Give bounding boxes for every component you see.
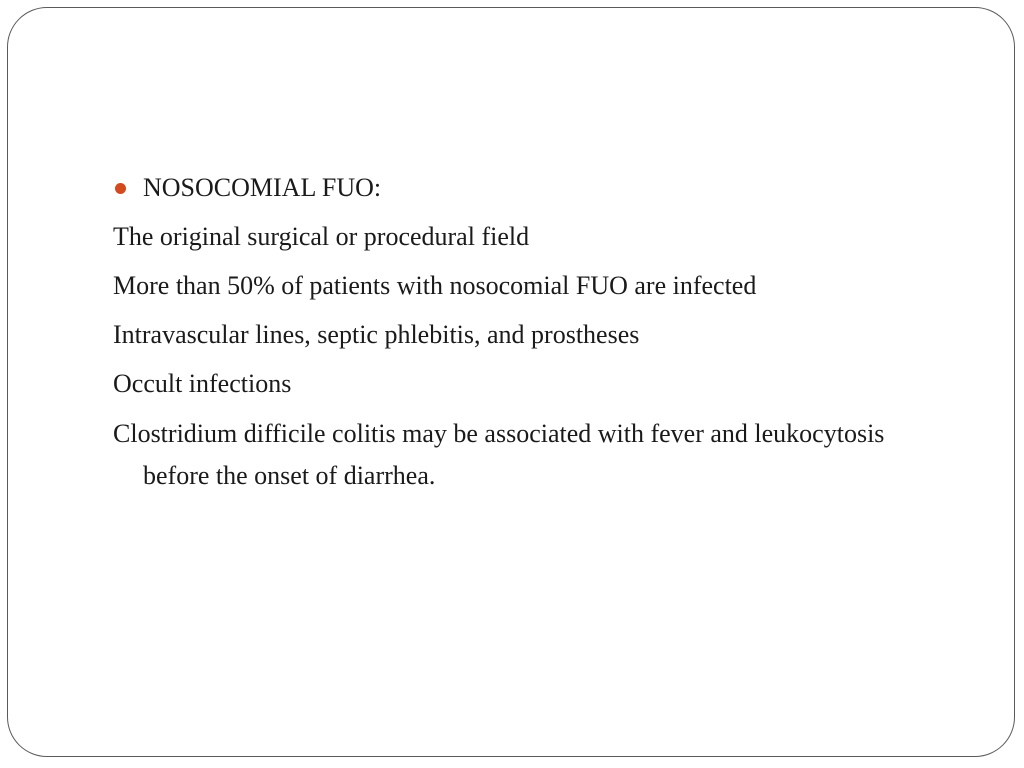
text-line: Clostridium difficile colitis may be associated with fever and leukocytosis before the onset of diarrhea. — [113, 419, 885, 490]
heading-row — [113, 168, 913, 208]
text-line: Occult infections — [113, 369, 292, 398]
text-line: More than 50% of patients with nosocomial FUO are infected — [113, 271, 757, 300]
heading-text: NOSOCOMIAL FUO: — [143, 173, 382, 202]
text-line: Intravascular lines, septic phlebitis, and prostheses — [113, 320, 640, 349]
slide-content — [113, 168, 913, 490]
text-line: The original surgical or procedural field — [113, 222, 530, 251]
bullet-icon — [115, 183, 126, 194]
